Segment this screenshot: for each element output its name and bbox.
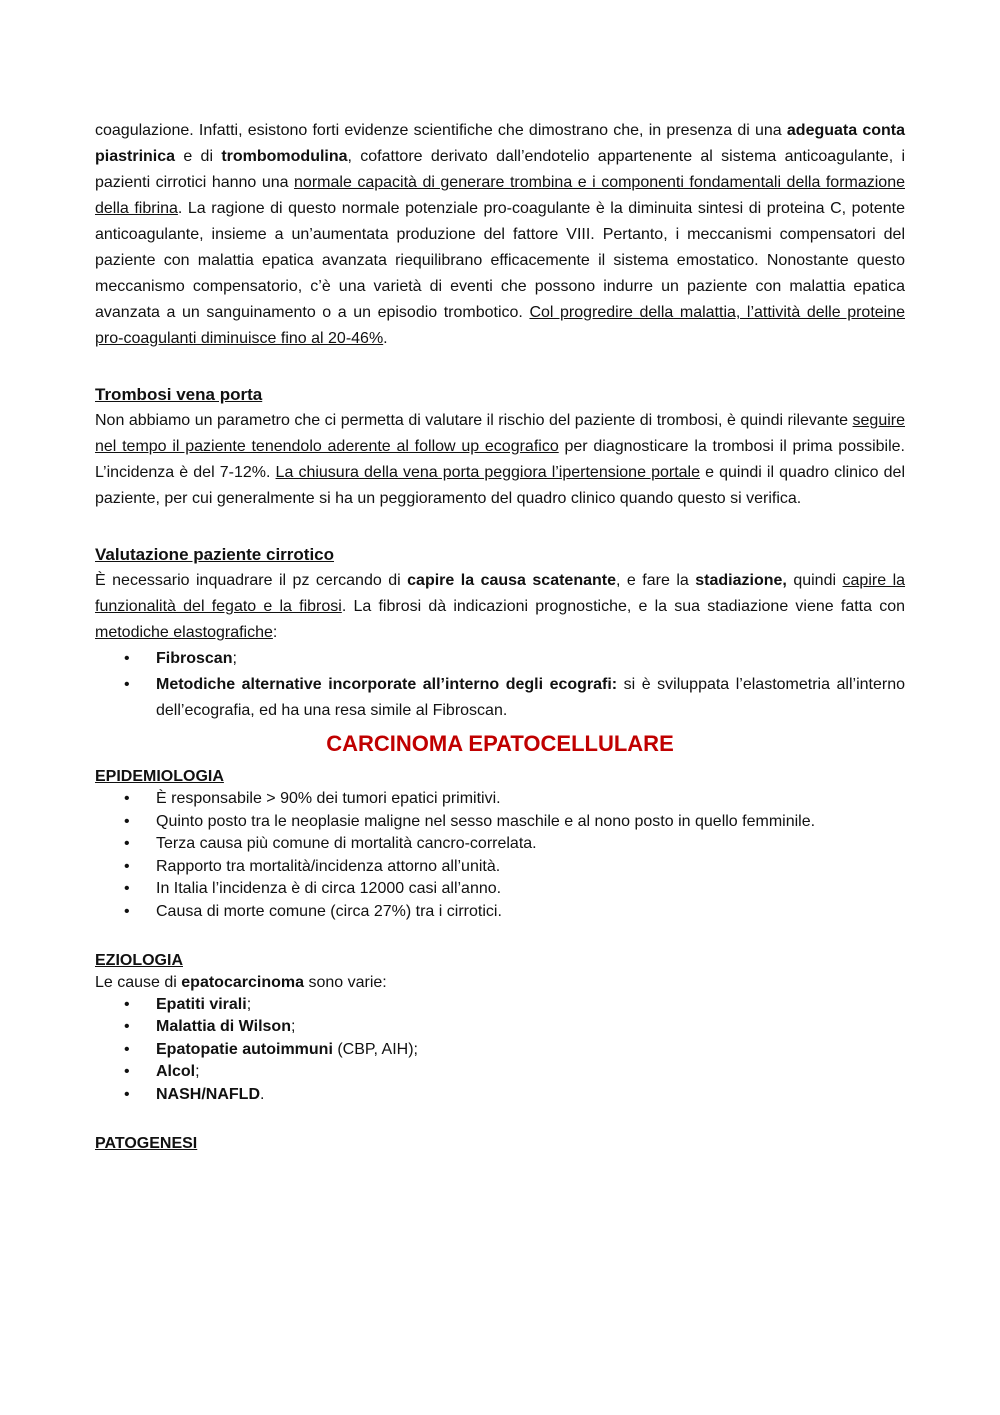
text: ; xyxy=(290,1018,296,1036)
epidemiologia-list xyxy=(95,788,905,924)
bold-text: Epatopatie autoimmuni xyxy=(156,1040,333,1058)
text: : xyxy=(272,624,278,641)
list-item: • È responsabile > 90% dei tumori epatici primitivi. xyxy=(95,788,905,811)
text: , e fare la xyxy=(616,572,696,589)
intro-paragraph xyxy=(95,118,905,352)
list-item xyxy=(95,1084,905,1107)
bold-text: stadiazione, xyxy=(695,572,787,589)
bold-text: capire la causa scatenante xyxy=(407,572,617,589)
list-item: • Terza causa più comune di mortalità cancro-correlata. xyxy=(95,833,905,856)
eziologia-intro xyxy=(95,972,905,994)
trombosi-paragraph xyxy=(95,408,905,512)
eziologia-list xyxy=(95,994,905,1107)
text: . La ragione di questo normale potenziale pro-coagulante è la diminuita sintesi di proteina C, potente anticoagulante, insieme a un’aumentata produzione del fattore VIII. Pertanto, i meccanismi compensatori del paziente con malattia epatica avanzata riequilibrano efficacemente il sistema emostatico. Nonostante questo meccanismo compensatorio, c’è una varietà di eventi che possono indurre un paziente con malattia epatica avanzata a un sanguinamento o a un episodio trombotico. xyxy=(95,200,905,321)
underlined-text: Col progredire della malattia, l’attività delle proteine pro-coagulanti diminuisce fino al 20-46% xyxy=(95,304,906,347)
text: per diagnosticare la trombosi il prima possibile. L’incidenza è del 7-12%. xyxy=(95,438,906,481)
underlined-text: La chiusura della vena porta peggiora l’ipertensione portale xyxy=(275,464,701,481)
text: ; xyxy=(232,650,237,667)
text: ; xyxy=(195,1063,200,1081)
text: (CBP, AIH); xyxy=(332,1040,418,1058)
bold-text: Malattia di Wilson xyxy=(156,1018,291,1036)
heading-valutazione: Valutazione paziente cirrotico xyxy=(95,545,335,564)
bold-text: NASH/NAFLD xyxy=(156,1085,260,1103)
heading-eziologia: EZIOLOGIA xyxy=(95,951,183,969)
text: quindi xyxy=(786,572,843,589)
text: e quindi il quadro clinico del paziente, per cui generalmente si ha un peggioramento del quadro clinico quando questo si verifica. xyxy=(95,464,905,507)
list-item xyxy=(95,646,905,672)
list-item: • Causa di morte comune (circa 27%) tra i cirrotici. xyxy=(95,901,905,924)
text: Non abbiamo un parametro che ci permetta di valutare il rischio del paziente di trombosi, è quindi rilevante xyxy=(95,412,853,429)
list-item: • In Italia l’incidenza è di circa 12000 casi all’anno. xyxy=(95,878,905,901)
list-item xyxy=(95,1016,905,1039)
bold-text: adeguata conta piastrinica xyxy=(95,122,905,165)
text: si è sviluppata l’elastometria all’interno dell’ecografia, ed ha una resa simile al Fibroscan. xyxy=(156,676,905,719)
bold-text: Alcol xyxy=(156,1063,196,1081)
text: e di xyxy=(175,148,222,165)
heading-patogenesi: PATOGENESI xyxy=(95,1134,198,1152)
underlined-text: normale capacità di generare trombina e i componenti fondamentali della formazione della fibrina xyxy=(95,174,905,217)
bold-text: Metodiche alternative incorporate all’interno degli ecografi: xyxy=(156,676,618,693)
underlined-text: seguire nel tempo il paziente tenendolo aderente al follow up ecografico xyxy=(95,412,905,455)
underlined-text: capire la funzionalità del fegato e la fibrosi xyxy=(95,572,906,615)
heading-trombosi: Trombosi vena porta xyxy=(95,385,263,404)
text: . xyxy=(260,1085,265,1103)
list-item xyxy=(95,672,905,724)
text: Le cause di xyxy=(95,973,182,991)
list-item: • Rapporto tra mortalità/incidenza attorno all’unità. xyxy=(95,856,905,879)
bold-text: epatocarcinoma xyxy=(181,973,304,991)
list-item xyxy=(95,1061,905,1084)
underlined-text: metodiche elastografiche xyxy=(95,624,273,641)
heading-epidemiologia: EPIDEMIOLOGIA xyxy=(95,768,224,785)
text: ; xyxy=(246,995,252,1013)
text: È necessario inquadrare il pz cercando di xyxy=(95,572,408,589)
text: . La fibrosi dà indicazioni prognostiche, e la sua stadiazione viene fatta con xyxy=(341,598,906,615)
list-item: • Quinto posto tra le neoplasie maligne nel sesso maschile e al nono posto in quello femminile. xyxy=(95,811,905,834)
bold-text: trombomodulina xyxy=(221,148,348,165)
bold-text: Epatiti virali xyxy=(156,995,247,1013)
text: , cofattore derivato dall’endotelio appartenente al sistema anticoagulante, i pazienti cirrotici hanno una xyxy=(95,148,906,191)
document-page xyxy=(95,118,905,1155)
list-item xyxy=(95,1039,905,1062)
text: coagulazione. Infatti, esistono forti evidenze scientifiche che dimostrano che, in presenza di una xyxy=(95,122,787,139)
valutazione-list xyxy=(95,646,905,724)
text: sono varie: xyxy=(304,973,387,991)
valutazione-paragraph xyxy=(95,568,905,646)
bold-text: Fibroscan xyxy=(156,650,233,667)
text: . xyxy=(383,330,388,347)
chapter-title: CARCINOMA EPATOCELLULARE xyxy=(326,731,674,756)
list-item xyxy=(95,994,905,1017)
